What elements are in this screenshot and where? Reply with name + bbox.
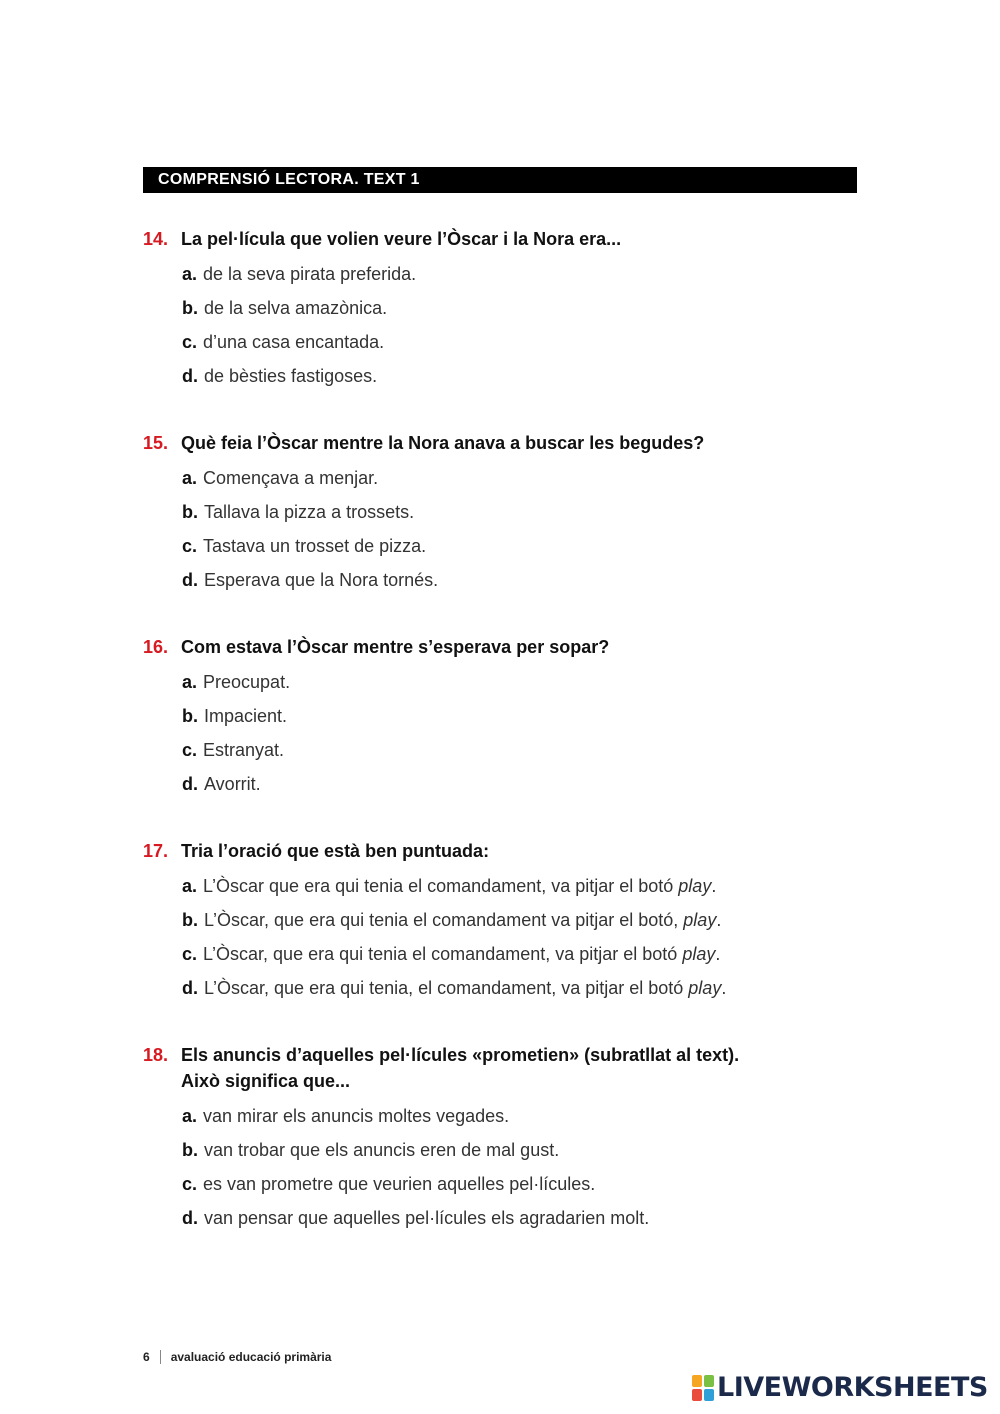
liveworksheets-brand [692, 1372, 988, 1403]
question-15 [143, 430, 857, 603]
italic-word: play [682, 944, 716, 964]
option-a[interactable] [182, 467, 857, 501]
option-b[interactable] [182, 501, 857, 535]
option-c[interactable] [182, 535, 857, 569]
liveworksheets-logo-icon [692, 1375, 714, 1401]
option-letter: a. [182, 264, 198, 284]
option-text: es van prometre que veurien aquelles pel·lícules. [203, 1174, 596, 1194]
option-text: Avorrit. [204, 774, 261, 794]
option-letter: b. [182, 298, 198, 318]
option-text: L’Òscar, que era qui tenia, el comandament, va pitjar el botó play. [204, 978, 727, 998]
question-number: 18. [143, 1045, 169, 1065]
option-text: van pensar que aquelles pel·lícules els agradarien molt. [204, 1208, 650, 1228]
option-letter: b. [182, 502, 198, 522]
option-text: d’una casa encantada. [203, 332, 385, 352]
logo-tile-1 [692, 1375, 702, 1387]
option-letter: a. [182, 672, 198, 692]
option-b[interactable] [182, 1139, 857, 1173]
option-text: van mirar els anuncis moltes vegades. [203, 1106, 510, 1126]
question-16 [143, 634, 857, 807]
option-letter: b. [182, 706, 198, 726]
option-text: de la seva pirata preferida. [203, 264, 417, 284]
option-d[interactable] [182, 977, 857, 1011]
option-letter: a. [182, 876, 198, 896]
logo-tile-3 [692, 1389, 702, 1401]
option-text: van trobar que els anuncis eren de mal gust. [204, 1140, 560, 1160]
question-text: Què feia l’Òscar mentre la Nora anava a buscar les begudes? [181, 433, 705, 453]
question-text: Tria l’oració que està ben puntuada: [181, 841, 490, 861]
logo-tile-4 [704, 1389, 714, 1401]
italic-word: play [688, 978, 722, 998]
option-letter: c. [182, 1174, 198, 1194]
section-title: COMPRENSIÓ LECTORA. TEXT 1 [143, 167, 857, 193]
question-17 [143, 838, 857, 1011]
option-letter: c. [182, 332, 198, 352]
option-text: Tastava un trosset de pizza. [203, 536, 427, 556]
brand-name: LIVEWORKSHEETS [717, 1372, 988, 1403]
option-letter: c. [182, 740, 198, 760]
option-d[interactable] [182, 773, 857, 807]
option-text: L’Òscar, que era qui tenia el comandament va pitjar el botó, play. [204, 910, 722, 930]
option-letter: d. [182, 978, 198, 998]
option-text: Tallava la pizza a trossets. [204, 502, 415, 522]
option-a[interactable] [182, 263, 857, 297]
option-letter: a. [182, 1106, 198, 1126]
option-letter: c. [182, 944, 198, 964]
question-14 [143, 226, 857, 399]
footer-text: avaluació educació primària [170, 1350, 332, 1364]
option-text: de bèsties fastigoses. [204, 366, 378, 386]
option-text: Estranyat. [203, 740, 285, 760]
option-a[interactable] [182, 671, 857, 705]
option-text: Començava a menjar. [203, 468, 379, 488]
question-number: 14. [143, 229, 169, 249]
option-d[interactable] [182, 569, 857, 603]
option-letter: d. [182, 774, 198, 794]
question-18 [143, 1042, 857, 1241]
option-b[interactable] [182, 705, 857, 739]
option-text: L’Òscar que era qui tenia el comandament, va pitjar el botó play. [203, 876, 717, 896]
option-text: Esperava que la Nora tornés. [204, 570, 439, 590]
question-number: 17. [143, 841, 169, 861]
option-c[interactable] [182, 331, 857, 365]
footer-divider [160, 1350, 161, 1364]
italic-word: play [683, 910, 717, 930]
option-text: Impacient. [204, 706, 288, 726]
option-letter: b. [182, 910, 198, 930]
option-letter: d. [182, 366, 198, 386]
question-number: 15. [143, 433, 169, 453]
option-c[interactable] [182, 739, 857, 773]
question-text: La pel·lícula que volien veure l’Òscar i la Nora era... [181, 229, 622, 249]
question-number: 16. [143, 637, 169, 657]
option-letter: c. [182, 536, 198, 556]
question-text: Com estava l’Òscar mentre s’esperava per sopar? [181, 637, 610, 657]
option-c[interactable] [182, 943, 857, 977]
option-d[interactable] [182, 365, 857, 399]
page-footer [143, 1350, 331, 1364]
option-a[interactable] [182, 875, 857, 909]
option-letter: a. [182, 468, 198, 488]
logo-tile-2 [704, 1375, 714, 1387]
option-c[interactable] [182, 1173, 857, 1207]
option-text: de la selva amazònica. [204, 298, 388, 318]
option-d[interactable] [182, 1207, 857, 1241]
option-a[interactable] [182, 1105, 857, 1139]
option-b[interactable] [182, 297, 857, 331]
question-text: Els anuncis d’aquelles pel·lícules «prometien» (subratllat al text). Això significa que... [181, 1045, 740, 1091]
italic-word: play [678, 876, 712, 896]
option-letter: b. [182, 1140, 198, 1160]
page-number: 6 [143, 1350, 150, 1364]
option-letter: d. [182, 1208, 198, 1228]
option-b[interactable] [182, 909, 857, 943]
option-text: L’Òscar, que era qui tenia el comandament, va pitjar el botó play. [203, 944, 721, 964]
option-text: Preocupat. [203, 672, 291, 692]
option-letter: d. [182, 570, 198, 590]
